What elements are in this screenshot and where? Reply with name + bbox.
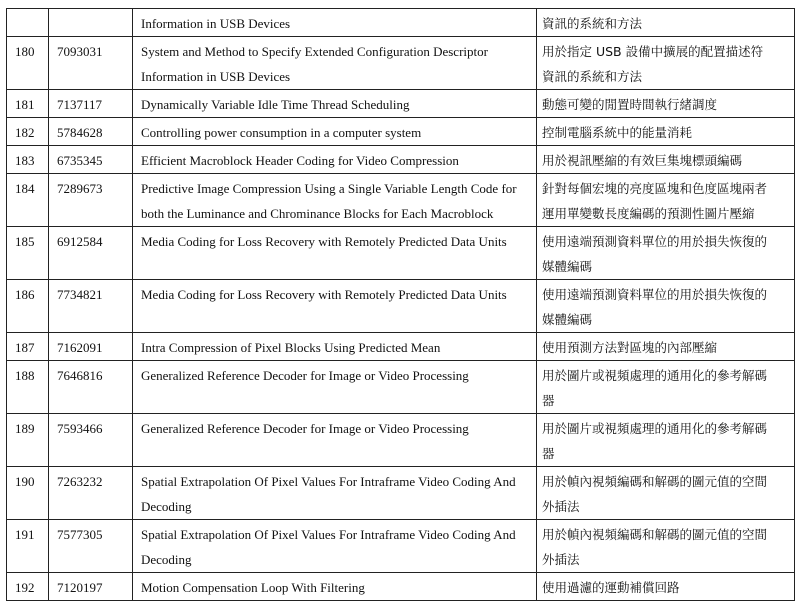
table-row: [7, 146, 795, 174]
english-title-cell: [133, 118, 537, 146]
table-row: [7, 118, 795, 146]
patent-number-cell: 7734821: [49, 280, 133, 333]
english-title-cell: [133, 9, 537, 37]
english-title-cell: [133, 280, 537, 333]
table-row: [7, 414, 795, 467]
chinese-title-line: 器: [542, 393, 555, 408]
english-title-line: Motion Compensation Loop With Filtering: [141, 580, 365, 595]
english-title-line: Intra Compression of Pixel Blocks Using Predicted Mean: [141, 340, 441, 355]
english-title-cell: [133, 520, 537, 573]
chinese-title-cell: [537, 414, 795, 467]
chinese-title-cell: [537, 520, 795, 573]
chinese-title-cell: [537, 90, 795, 118]
english-title-line: Spatial Extrapolation Of Pixel Values For Intraframe Video Coding And: [141, 527, 516, 542]
english-title-line: Predictive Image Compression Using a Single Variable Length Code for: [141, 181, 517, 196]
patent-number-cell: 7093031: [49, 37, 133, 90]
patent-table-body: [7, 9, 795, 601]
chinese-title-cell: [537, 118, 795, 146]
english-title-line: Generalized Reference Decoder for Image or Video Processing: [141, 421, 469, 436]
chinese-title-line: 用於圖片或視頻處理的通用化的參考解碼: [542, 368, 768, 383]
patent-number-cell: 7289673: [49, 174, 133, 227]
english-title-line: Information in USB Devices: [141, 69, 291, 84]
english-title-cell: [133, 573, 537, 601]
row-index-cell: 189: [7, 414, 49, 467]
row-index-cell: 185: [7, 227, 49, 280]
english-title-cell: [133, 90, 537, 118]
chinese-title-cell: [537, 573, 795, 601]
patent-table: [6, 8, 795, 601]
chinese-title-cell: [537, 174, 795, 227]
english-title-cell: [133, 333, 537, 361]
chinese-title-line: 控制電腦系統中的能量消耗: [542, 125, 693, 140]
patent-number-cell: [49, 9, 133, 37]
chinese-title-cell: [537, 361, 795, 414]
patent-number-cell: 7593466: [49, 414, 133, 467]
english-title-line: Controlling power consumption in a computer system: [141, 125, 422, 140]
english-title-line: Efficient Macroblock Header Coding for Video Compression: [141, 153, 459, 168]
row-index-cell: 188: [7, 361, 49, 414]
row-index-cell: 180: [7, 37, 49, 90]
row-index-cell: 187: [7, 333, 49, 361]
row-index-cell: 183: [7, 146, 49, 174]
row-index-cell: 181: [7, 90, 49, 118]
chinese-title-line: 動態可變的閒置時間執行緒調度: [542, 97, 718, 112]
table-row: [7, 280, 795, 333]
patent-number-cell: 7263232: [49, 467, 133, 520]
table-row: [7, 520, 795, 573]
chinese-title-cell: [537, 9, 795, 37]
english-title-line: Spatial Extrapolation Of Pixel Values For Intraframe Video Coding And: [141, 474, 516, 489]
table-row: [7, 174, 795, 227]
chinese-title-line: 器: [542, 446, 555, 461]
chinese-title-line: 用於幀內視頻編碼和解碼的圖元值的空間: [542, 474, 768, 489]
chinese-title-cell: [537, 37, 795, 90]
english-title-cell: [133, 361, 537, 414]
table-row: [7, 573, 795, 601]
chinese-title-line: 外插法: [542, 499, 580, 514]
english-title-line: both the Luminance and Chrominance Blocks for Each Macroblock: [141, 206, 494, 221]
chinese-title-line: 使用過濾的運動補償回路: [542, 580, 680, 595]
table-row: [7, 467, 795, 520]
chinese-title-line: 針對每個宏塊的亮度區塊和色度區塊兩者: [542, 181, 768, 196]
table-row: [7, 37, 795, 90]
english-title-line: Media Coding for Loss Recovery with Remotely Predicted Data Units: [141, 287, 507, 302]
chinese-title-line: 使用遠端預測資料單位的用於損失恢復的: [542, 234, 768, 249]
row-index-cell: 186: [7, 280, 49, 333]
row-index-cell: 190: [7, 467, 49, 520]
english-title-cell: [133, 37, 537, 90]
patent-number-cell: 7120197: [49, 573, 133, 601]
english-title-line: Information in USB Devices: [141, 16, 291, 31]
english-title-cell: [133, 174, 537, 227]
row-index-cell: 182: [7, 118, 49, 146]
chinese-title-cell: [537, 227, 795, 280]
table-row: [7, 227, 795, 280]
table-row: [7, 361, 795, 414]
patent-number-cell: 7162091: [49, 333, 133, 361]
chinese-title-line: 用於視訊壓縮的有效巨集塊標頭編碼: [542, 153, 743, 168]
chinese-title-line: 用於指定 USB 設備中擴展的配置描述符: [542, 44, 764, 59]
chinese-title-line: 用於幀內視頻編碼和解碼的圖元值的空間: [542, 527, 768, 542]
patent-number-cell: 7577305: [49, 520, 133, 573]
english-title-cell: [133, 227, 537, 280]
chinese-title-line: 運用單變數長度編碼的預測性圖片壓縮: [542, 206, 755, 221]
chinese-title-line: 外插法: [542, 552, 580, 567]
table-row: [7, 333, 795, 361]
chinese-title-line: 媒體編碼: [542, 259, 593, 274]
chinese-title-cell: [537, 280, 795, 333]
table-row: [7, 9, 795, 37]
row-index-cell: 184: [7, 174, 49, 227]
row-index-cell: 192: [7, 573, 49, 601]
chinese-title-line: 使用遠端預測資料單位的用於損失恢復的: [542, 287, 768, 302]
chinese-title-line: 用於圖片或視頻處理的通用化的參考解碼: [542, 421, 768, 436]
chinese-title-cell: [537, 333, 795, 361]
english-title-line: Dynamically Variable Idle Time Thread Scheduling: [141, 97, 410, 112]
english-title-cell: [133, 467, 537, 520]
patent-number-cell: 5784628: [49, 118, 133, 146]
patent-number-cell: 7137117: [49, 90, 133, 118]
english-title-line: Media Coding for Loss Recovery with Remotely Predicted Data Units: [141, 234, 507, 249]
english-title-line: System and Method to Specify Extended Configuration Descriptor: [141, 44, 488, 59]
chinese-title-line: 使用預測方法對區塊的內部壓縮: [542, 340, 718, 355]
english-title-line: Decoding: [141, 499, 192, 514]
row-index-cell: 191: [7, 520, 49, 573]
english-title-line: Decoding: [141, 552, 192, 567]
patent-number-cell: 6912584: [49, 227, 133, 280]
english-title-cell: [133, 146, 537, 174]
chinese-title-line: 資訊的系統和方法: [542, 69, 643, 84]
chinese-title-cell: [537, 146, 795, 174]
patent-number-cell: 7646816: [49, 361, 133, 414]
english-title-cell: [133, 414, 537, 467]
row-index-cell: [7, 9, 49, 37]
chinese-title-cell: [537, 467, 795, 520]
english-title-line: Generalized Reference Decoder for Image or Video Processing: [141, 368, 469, 383]
chinese-title-line: 資訊的系統和方法: [542, 16, 643, 31]
patent-number-cell: 6735345: [49, 146, 133, 174]
chinese-title-line: 媒體編碼: [542, 312, 593, 327]
table-row: [7, 90, 795, 118]
